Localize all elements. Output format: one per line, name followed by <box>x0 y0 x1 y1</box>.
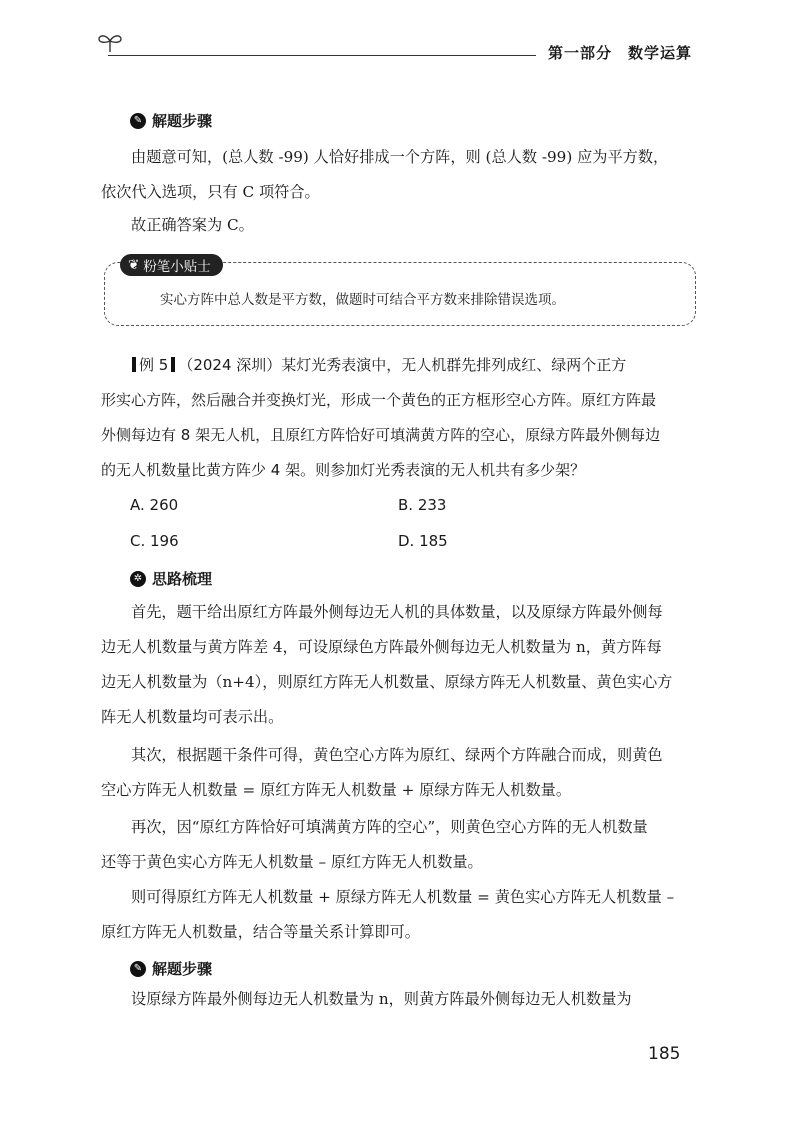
text-line: 其次，根据题干条件可得，黄色空心方阵为原红、绿两个方阵融合而成，则黄色 <box>131 746 663 764</box>
analysis-paragraph-2 <box>101 738 701 808</box>
example-line-first <box>101 348 701 383</box>
solution-steps-icon: ✎ <box>130 113 146 129</box>
text-line: 依次代入选项，只有 C 项符合。 <box>101 183 320 201</box>
text-line: 首先，题干给出原红方阵最外侧每边无人机的具体数量，以及原绿方阵最外侧每 <box>131 603 663 621</box>
example-line: 外侧每边有 8 架无人机，且原红方阵恰好可填满黄方阵的空心，原绿方阵最外侧每边 <box>101 426 661 444</box>
option-d: D. 185 <box>398 532 448 550</box>
solution-steps-text <box>101 140 701 210</box>
example-label: 例 5 <box>139 356 169 374</box>
page-number: 185 <box>648 1044 681 1064</box>
analysis-paragraph-1 <box>101 595 701 735</box>
running-header: 第一部分 数学运算 <box>548 44 693 62</box>
example-line: 形实心方阵，然后融合并变换灯光，形成一个黄色的正方框形空心方阵。原红方阵最 <box>101 391 657 409</box>
text-line: 阵无人机数量均可表示出。 <box>101 708 284 726</box>
solution-steps-heading-2 <box>130 958 212 979</box>
analysis-icon: ✲ <box>130 571 146 587</box>
sprout-icon <box>96 30 124 54</box>
example-text: （2024 深圳）某灯光秀表演中，无人机群先排列成红、绿两个正方 <box>178 356 627 374</box>
solution-steps-title: 解题步骤 <box>152 112 213 130</box>
example-line: 的无人机数量比黄方阵少 4 架。则参加灯光秀表演的无人机共有多少架？ <box>101 461 586 479</box>
text-line: 由题意可知，(总人数 -99) 人恰好排成一个方阵，则 (总人数 -99) 应为平方数， <box>131 148 669 166</box>
header-rule <box>108 55 536 56</box>
text-line: 空心方阵无人机数量 = 原红方阵无人机数量 + 原绿方阵无人机数量。 <box>101 781 572 799</box>
text-line: 再次，因“原红方阵恰好可填满黄方阵的空心”，则黄色空心方阵的无人机数量 <box>131 818 648 836</box>
tip-text: 实心方阵中总人数是平方数，做题时可结合平方数来排除错误选项。 <box>160 292 565 308</box>
analysis-paragraph-4 <box>101 880 701 950</box>
option-c: C. 196 <box>130 532 179 550</box>
option-b: B. 233 <box>398 496 447 514</box>
text-line: 边无人机数量为（n+4），则原红方阵无人机数量、原绿方阵无人机数量、黄色实心方 <box>101 673 673 691</box>
analysis-paragraph-3 <box>101 810 701 880</box>
analysis-title: 思路梳理 <box>152 570 213 588</box>
example-question <box>101 348 701 488</box>
answer-line <box>101 208 731 243</box>
solution-steps-text-2 <box>101 982 701 1017</box>
solution-steps-heading <box>130 110 212 131</box>
solution-steps-icon: ✎ <box>130 961 146 977</box>
option-a: A. 260 <box>130 496 179 514</box>
analysis-heading <box>130 568 212 589</box>
text-line: 设原绿方阵最外侧每边无人机数量为 n，则黄方阵最外侧每边无人机数量为 <box>131 990 632 1008</box>
tip-label-text: 粉笔小贴士 <box>143 259 211 275</box>
text-line: 还等于黄色实心方阵无人机数量 – 原红方阵无人机数量。 <box>101 853 483 871</box>
solution-steps-title: 解题步骤 <box>152 960 213 978</box>
tip-label <box>120 254 223 276</box>
sprout-small-icon: ❦ <box>128 257 140 273</box>
bracket-bar <box>132 357 136 372</box>
text-line: 边无人机数量与黄方阵差 4，可设原绿色方阵最外侧每边无人机数量为 n，黄方阵每 <box>101 638 662 656</box>
bracket-bar <box>171 357 175 372</box>
text-line: 则可得原红方阵无人机数量 + 原绿方阵无人机数量 = 黄色实心方阵无人机数量 – <box>131 888 675 906</box>
text-line: 原红方阵无人机数量，结合等量关系计算即可。 <box>101 923 420 941</box>
answer-text: 故正确答案为 C。 <box>131 216 254 234</box>
